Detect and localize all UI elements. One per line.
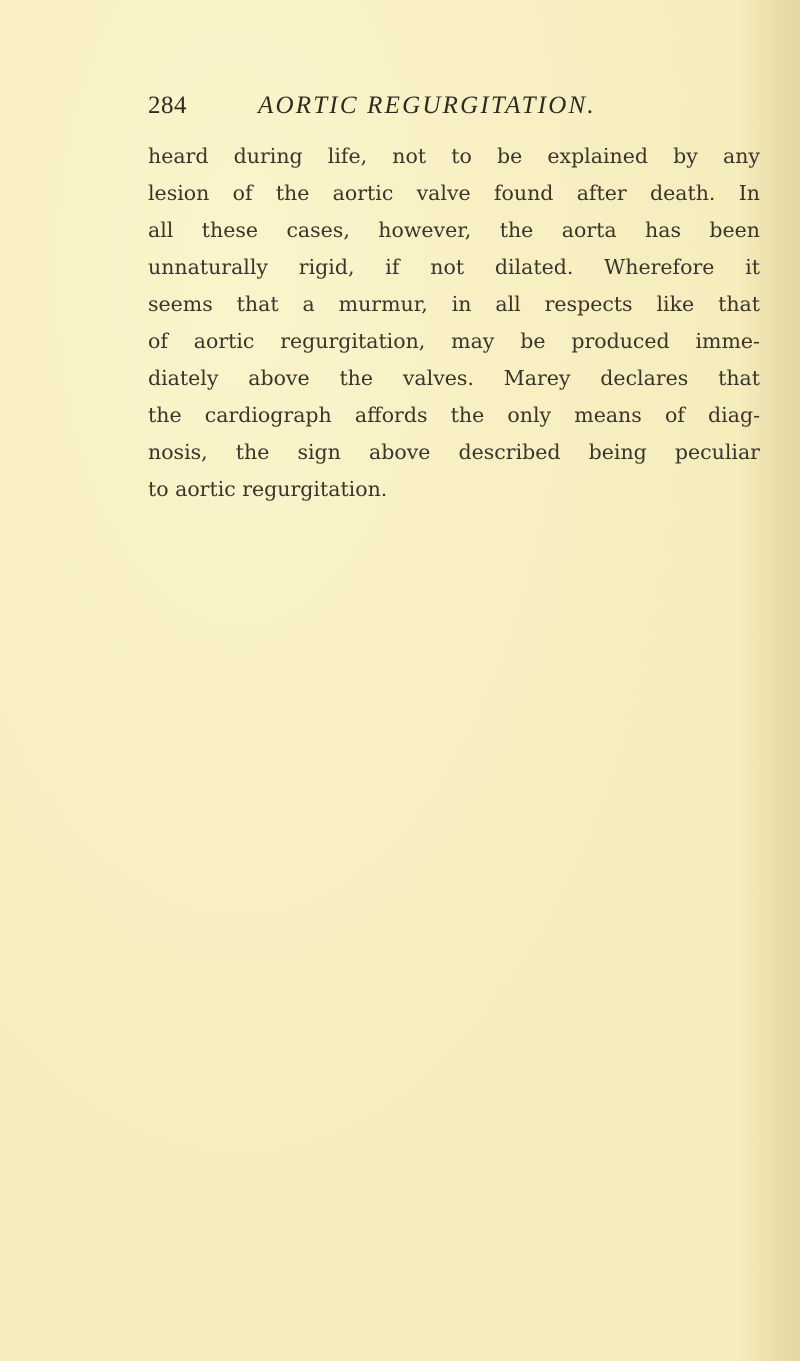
text-line: seems that a murmur, in all respects like that (148, 292, 760, 316)
running-head (148, 92, 648, 132)
text-line: all these cases, however, the aorta has been (148, 218, 760, 242)
text-line: diately above the valves. Marey declares that (148, 366, 760, 390)
text-line: unnaturally rigid, if not dilated. Wherefore it (148, 255, 760, 279)
page-number: 284 (148, 92, 187, 119)
running-title: AORTIC REGURGITATION. (258, 92, 596, 119)
text-line: lesion of the aortic valve found after death. In (148, 181, 760, 205)
text-line: the cardiograph affords the only means of diag- (148, 403, 760, 427)
body-paragraph (148, 138, 760, 508)
text-line: to aortic regurgitation. (148, 477, 388, 501)
text-line: of aortic regurgitation, may be produced imme- (148, 329, 760, 353)
text-line: heard during life, not to be explained by any (148, 144, 760, 168)
text-line: nosis, the sign above described being peculiar (148, 440, 760, 464)
